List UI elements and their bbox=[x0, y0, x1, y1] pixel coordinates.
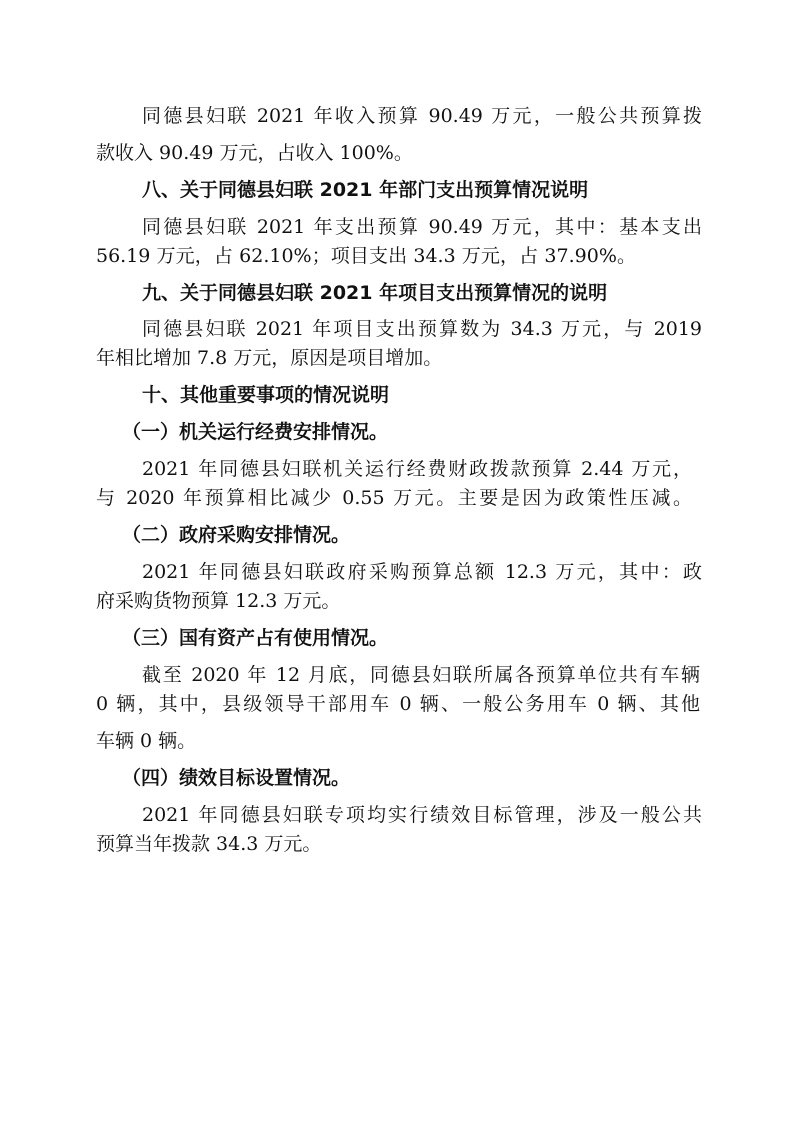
paragraph-expenditure-line-2: 56.19 万元，占 62.10%；项目支出 34.3 万元，占 37.90%。 bbox=[96, 245, 636, 267]
paragraph-performance-line-2: 预算当年拨款 34.3 万元。 bbox=[96, 833, 322, 855]
paragraph-project-line-1: 同德县妇联 2021 年项目支出预算数为 34.3 万元，与 2019 bbox=[142, 318, 702, 340]
paragraph-expenditure-line-1: 同德县妇联 2021 年支出预算 90.49 万元，其中：基本支出 bbox=[142, 216, 702, 238]
paragraph-revenue-line-2: 款收入 90.49 万元，占收入 100%。 bbox=[96, 142, 413, 164]
paragraph-operating-line-2: 与 2020 年预算相比减少 0.55 万元。主要是因为政策性压减。 bbox=[96, 487, 692, 509]
paragraph-assets-line-3: 车辆 0 辆。 bbox=[96, 730, 197, 752]
section-8-heading: 八、关于同德县妇联 2021 年部门支出预算情况说明 bbox=[142, 179, 589, 201]
paragraph-assets-line-1: 截至 2020 年 12 月底，同德县妇联所属各预算单位共有车辆 bbox=[142, 664, 700, 686]
subsection-2-heading: （二）政府采购安排情况。 bbox=[122, 524, 351, 546]
paragraph-project-line-2: 年相比增加 7.8 万元，原因是项目增加。 bbox=[96, 347, 443, 369]
subsection-3-heading: （三）国有资产占有使用情况。 bbox=[122, 627, 389, 649]
paragraph-performance-line-1: 2021 年同德县妇联专项均实行绩效目标管理，涉及一般公共 bbox=[142, 804, 702, 826]
paragraph-procurement-line-2: 府采购货物预算 12.3 万元。 bbox=[96, 590, 341, 612]
section-9-heading: 九、关于同德县妇联 2021 年项目支出预算情况的说明 bbox=[142, 282, 608, 304]
section-10-heading: 十、其他重要事项的情况说明 bbox=[142, 384, 390, 406]
paragraph-operating-line-1: 2021 年同德县妇联机关运行经费财政拨款预算 2.44 万元， bbox=[142, 458, 692, 480]
paragraph-assets-line-2: 0 辆，其中，县级领导干部用车 0 辆、一般公务用车 0 辆、其他 bbox=[96, 693, 700, 715]
paragraph-procurement-line-1: 2021 年同德县妇联政府采购预算总额 12.3 万元，其中：政 bbox=[142, 561, 702, 583]
subsection-1-heading: （一）机关运行经费安排情况。 bbox=[122, 421, 389, 443]
subsection-4-heading: （四）绩效目标设置情况。 bbox=[122, 767, 351, 789]
paragraph-revenue-line-1: 同德县妇联 2021 年收入预算 90.49 万元，一般公共预算拨 bbox=[142, 105, 702, 127]
